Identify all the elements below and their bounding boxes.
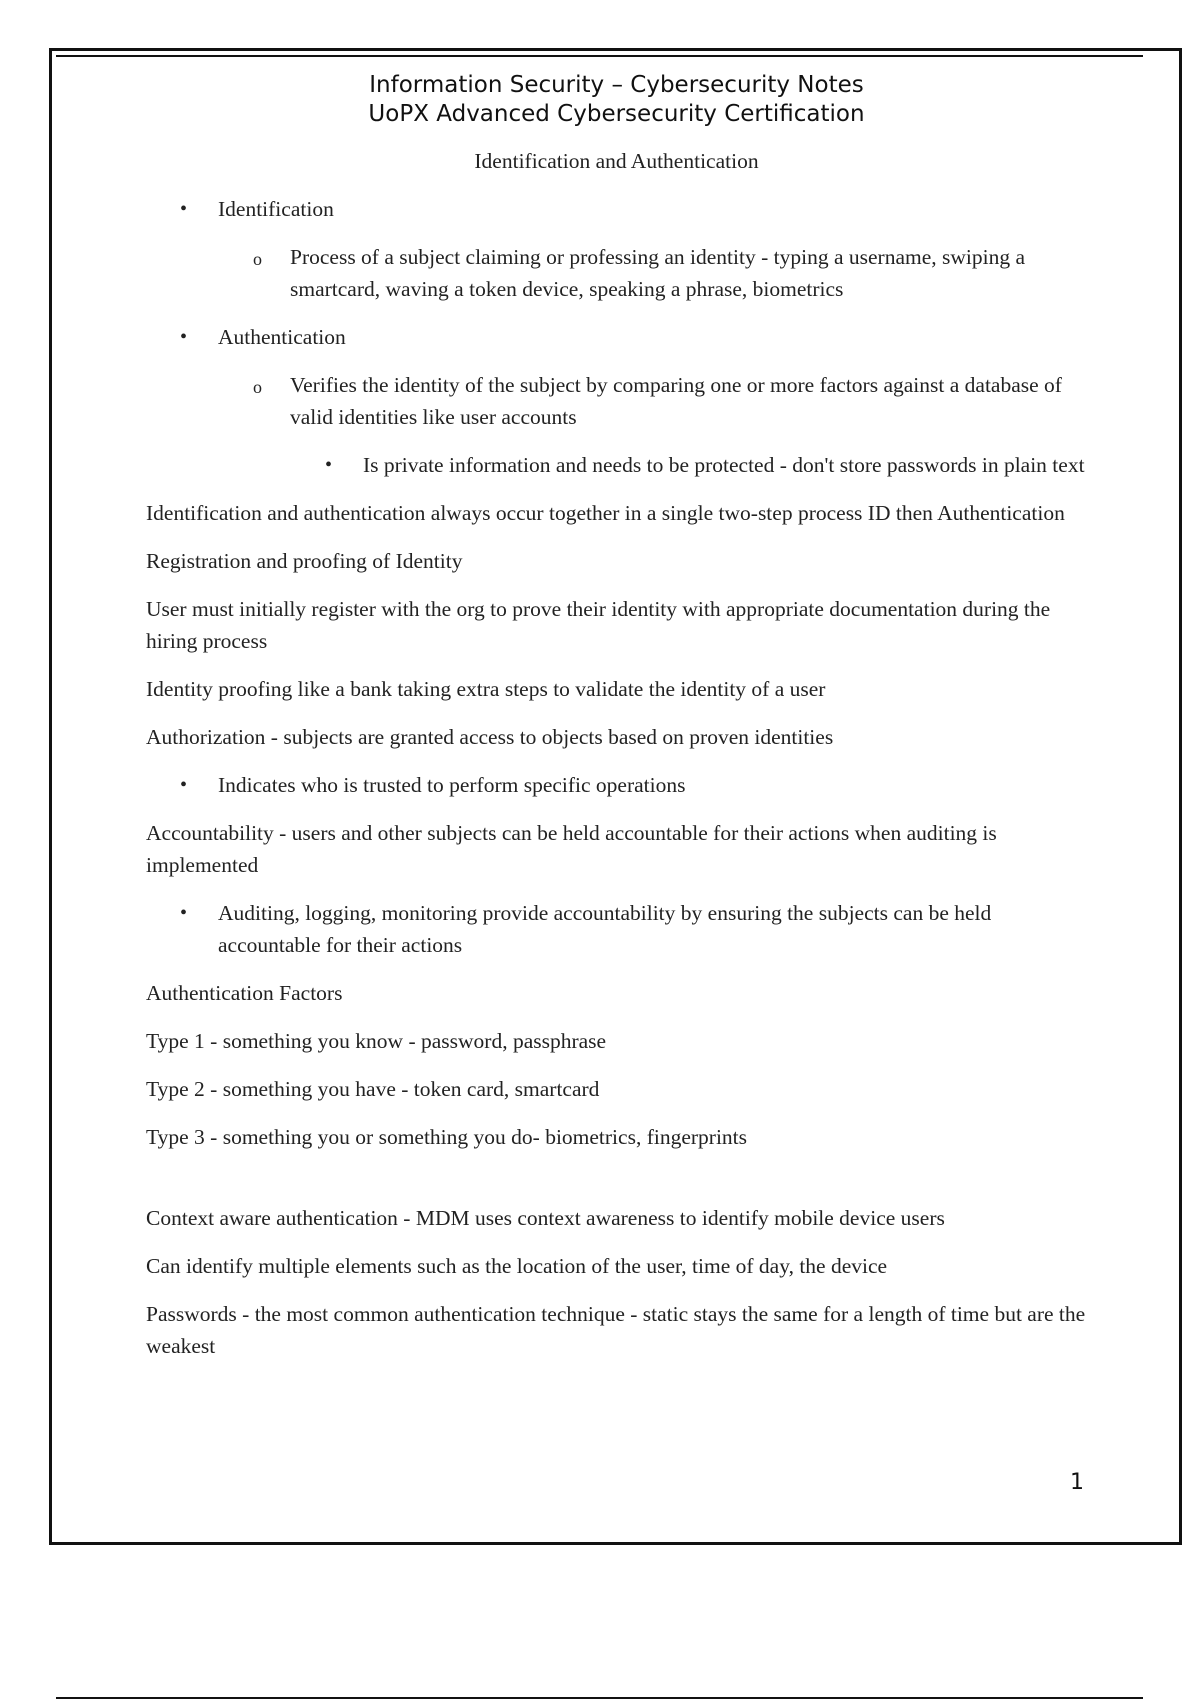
list-item — [146, 769, 1096, 801]
page-number: 1 — [1070, 1470, 1084, 1495]
list-item-text: Auditing, logging, monitoring provide accountability by ensuring the subjects can be held accountable for their actions — [218, 901, 992, 957]
list-item-text: Process of a subject claiming or professing an identity - typing a username, swiping a smartcard, waving a token device, speaking a phrase, biometrics — [290, 245, 1026, 301]
header-title: Information Security – Cybersecurity Notes — [369, 72, 864, 98]
list-item — [146, 193, 1096, 225]
paragraph: Context aware authentication - MDM uses context awareness to identify mobile device users — [146, 1206, 945, 1230]
document-header — [0, 71, 1200, 129]
section-title: Identification and Authentication — [474, 149, 759, 173]
bullet-marker: • — [180, 902, 188, 924]
sub-bullet-marker: o — [253, 377, 262, 397]
list-item-text: Indicates who is trusted to perform specific operations — [218, 773, 686, 797]
header-subtitle: UoPX Advanced Cybersecurity Certification — [368, 101, 865, 127]
list-item — [146, 897, 1096, 961]
bullet-marker: • — [180, 774, 188, 796]
bullet-marker: • — [180, 326, 188, 348]
paragraph: Can identify multiple elements such as the location of the user, time of day, the device — [146, 1254, 888, 1278]
paragraph: Accountability - users and other subjects can be held accountable for their actions when auditing is implemented — [146, 821, 997, 877]
list-item-text: Verifies the identity of the subject by comparing one or more factors against a database of valid identities like user accounts — [290, 373, 1062, 429]
paragraph-heading: Authentication Factors — [146, 981, 343, 1005]
paragraph: Type 2 - something you have - token card, smartcard — [146, 1077, 600, 1101]
list-item — [146, 369, 1096, 433]
document-body — [146, 145, 1096, 1378]
bullet-marker: • — [325, 454, 333, 476]
paragraph-heading: Registration and proofing of Identity — [146, 549, 463, 573]
paragraph: Type 1 - something you know - password, passphrase — [146, 1029, 607, 1053]
list-item — [146, 321, 1096, 353]
header-rule — [56, 55, 1143, 57]
paragraph: User must initially register with the org to prove their identity with appropriate documentation during the hiring process — [146, 597, 1051, 653]
paragraph: Type 3 - something you or something you do- biometrics, fingerprints — [146, 1125, 748, 1149]
bullet-marker: • — [180, 198, 188, 220]
paragraph: Passwords - the most common authentication technique - static stays the same for a length of time but are the weakest — [146, 1302, 1086, 1358]
list-item-text: Identification — [218, 197, 334, 221]
list-item — [146, 449, 1096, 481]
sub-bullet-marker: o — [253, 249, 262, 269]
list-item — [146, 241, 1096, 305]
next-page-rule — [56, 1697, 1143, 1699]
paragraph: Identification and authentication always occur together in a single two-step process ID then Authentication — [146, 501, 1065, 525]
paragraph: Identity proofing like a bank taking extra steps to validate the identity of a user — [146, 677, 826, 701]
list-item-text: Is private information and needs to be protected - don't store passwords in plain text — [363, 453, 1085, 477]
paragraph: Authorization - subjects are granted access to objects based on proven identities — [146, 725, 834, 749]
list-item-text: Authentication — [218, 325, 346, 349]
